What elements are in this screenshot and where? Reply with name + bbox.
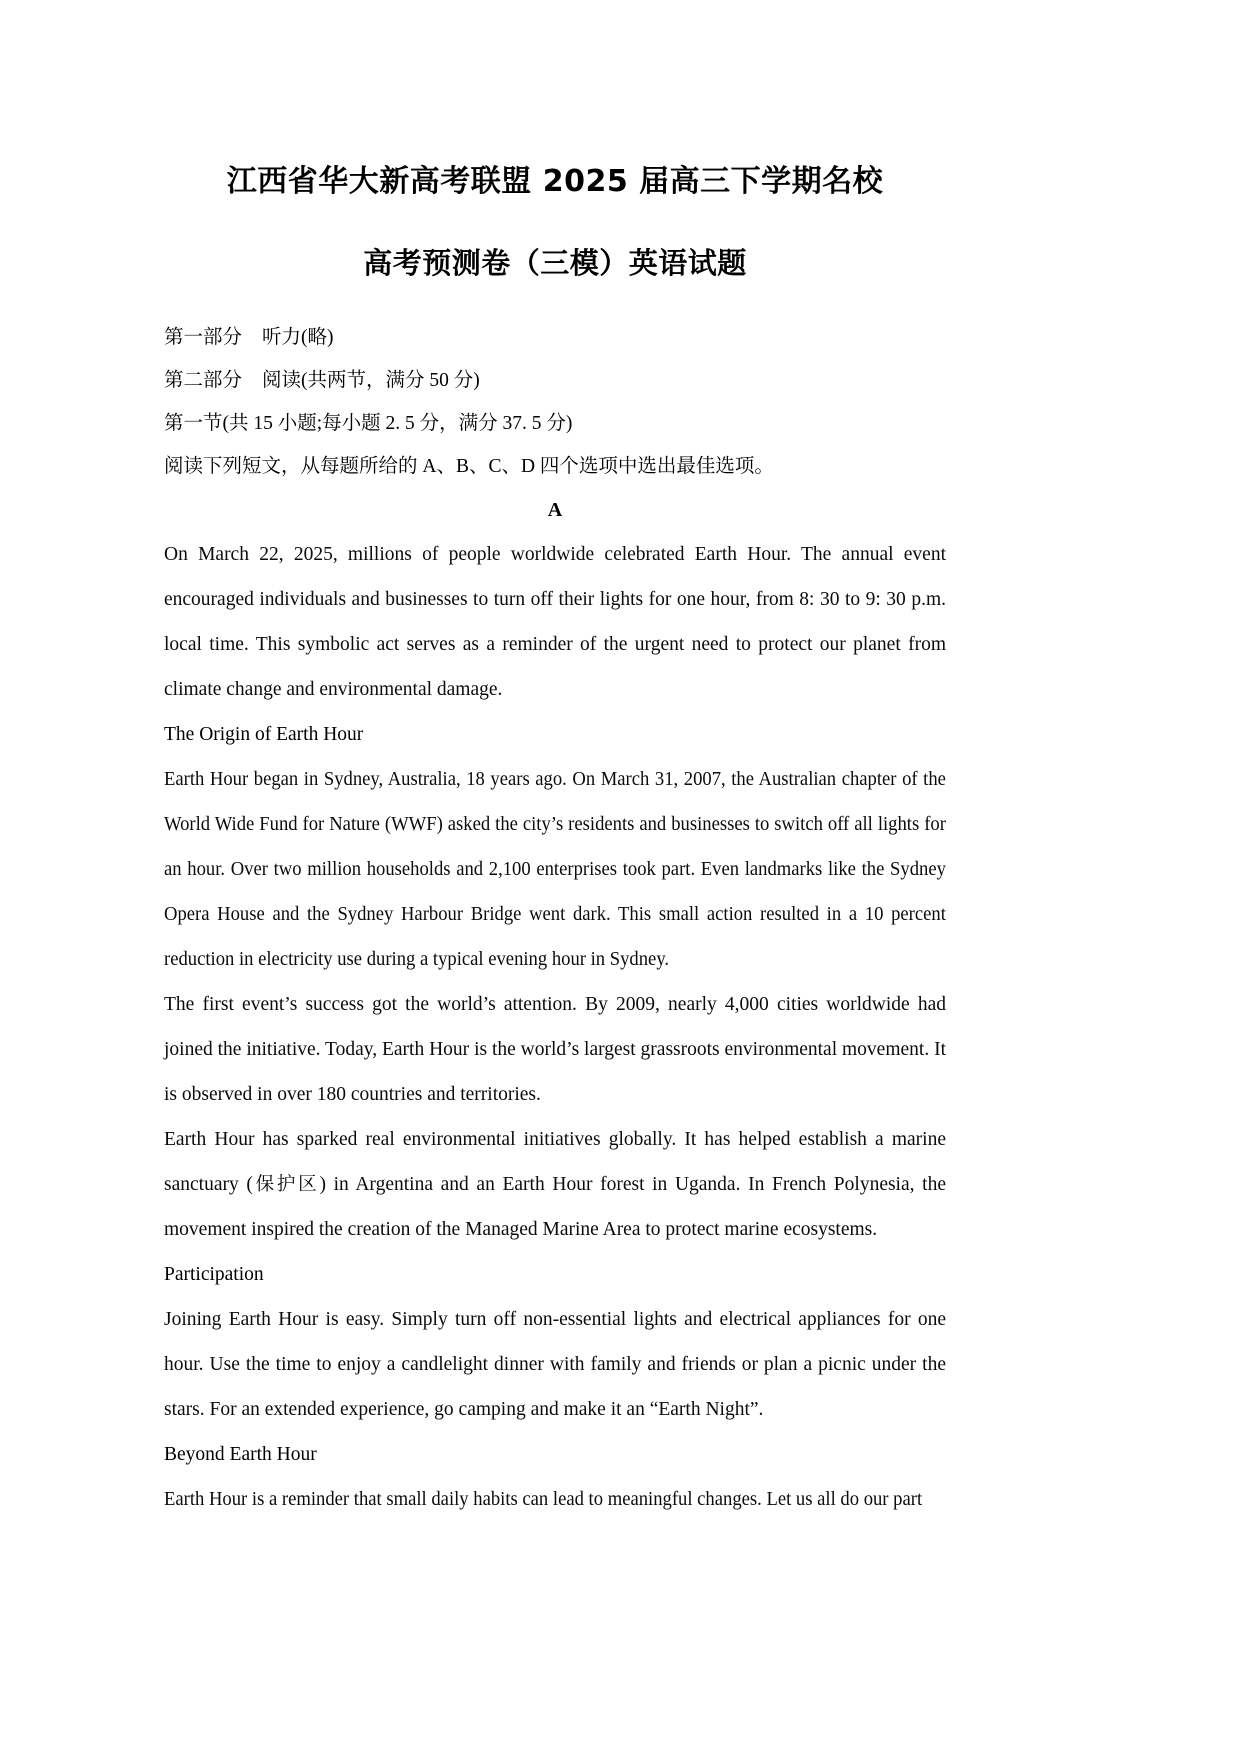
page-title-line-2: 高考预测卷（三模）英语试题 (363, 245, 747, 280)
part-two-line (164, 359, 946, 402)
part-two-label: 第二部分 (164, 369, 243, 391)
heading-beyond-earth-hour: Beyond Earth Hour (164, 1443, 317, 1465)
origin-paragraph-3-part-2: ) in Argentina and an Earth Hour forest in Uganda. In French Polynesia, the movement inspired the creation of the Managed Marine Area to protect marine ecosystems. (164, 1173, 946, 1240)
origin-paragraph-3 (164, 1117, 946, 1252)
gloss-protected-area: 保护区 (252, 1173, 320, 1195)
origin-paragraph-1: Earth Hour began in Sydney, Australia, 18 years ago. On March 31, 2007, the Australian chapter of the World Wide Fund for Nature (WWF) asked the city’s residents and businesses to switch off all lights for an hour. Over two million households and 2,100 enterprises took part. Even landmarks like the Sydney Opera House and the Sydney Harbour Bridge went dark. This small action resulted in a 10 percent reduction in electricity use during a typical evening hour in Sydney. (164, 768, 946, 970)
part-one-label: 第一部分 (164, 326, 243, 348)
passage-letter: A (547, 498, 563, 521)
participation-paragraph: Joining Earth Hour is easy. Simply turn off non-essential lights and electrical appliances for one hour. Use the time to enjoy a candlelight dinner with family and friends or plan a picnic under the stars. For an extended experience, go camping and make it an “Earth Night”. (164, 1308, 946, 1420)
part-two-text: 阅读(共两节，满分 50 分) (262, 369, 480, 391)
part-one-text: 听力(略) (262, 326, 334, 348)
beyond-paragraph: Earth Hour is a reminder that small daily habits can lead to meaningful changes. Let us all do our part (164, 1488, 923, 1510)
heading-origin-of-earth-hour: The Origin of Earth Hour (164, 723, 364, 745)
origin-paragraph-2-text: The first event’s success got the world’s attention. By 2009, nearly 4,000 cities worldwide had joined the initiative. Today, Earth Hour is the world’s largest grassroots environmental movement. It is observed in over 180 countries and territories. (164, 993, 946, 1105)
part-one-line (164, 316, 946, 359)
page-content (164, 150, 946, 1522)
directions-line: 阅读下列短文，从每题所给的 A、B、C、D 四个选项中选出最佳选项。 (164, 455, 774, 477)
instructions-block (164, 316, 946, 488)
section-one-line: 第一节(共 15 小题;每小题 2. 5 分，满分 37. 5 分) (164, 412, 573, 434)
page-title-line-1: 江西省华大新高考联盟 2025 届高三下学期名校 (226, 164, 884, 199)
origin-paragraph-3-part-1: Earth Hour has sparked real environmental initiatives globally. It has helped establish a marine sanctuary ( (164, 1128, 946, 1195)
heading-participation: Participation (164, 1263, 264, 1285)
origin-paragraph-2 (164, 982, 946, 1117)
passage-intro-paragraph: On March 22, 2025, millions of people worldwide celebrated Earth Hour. The annual event encouraged individuals and businesses to turn off their lights for one hour, from 8: 30 to 9: 30 p.m. local time. This symbolic act serves as a reminder of the urgent need to protect our planet from climate change and environmental damage. (164, 543, 946, 700)
